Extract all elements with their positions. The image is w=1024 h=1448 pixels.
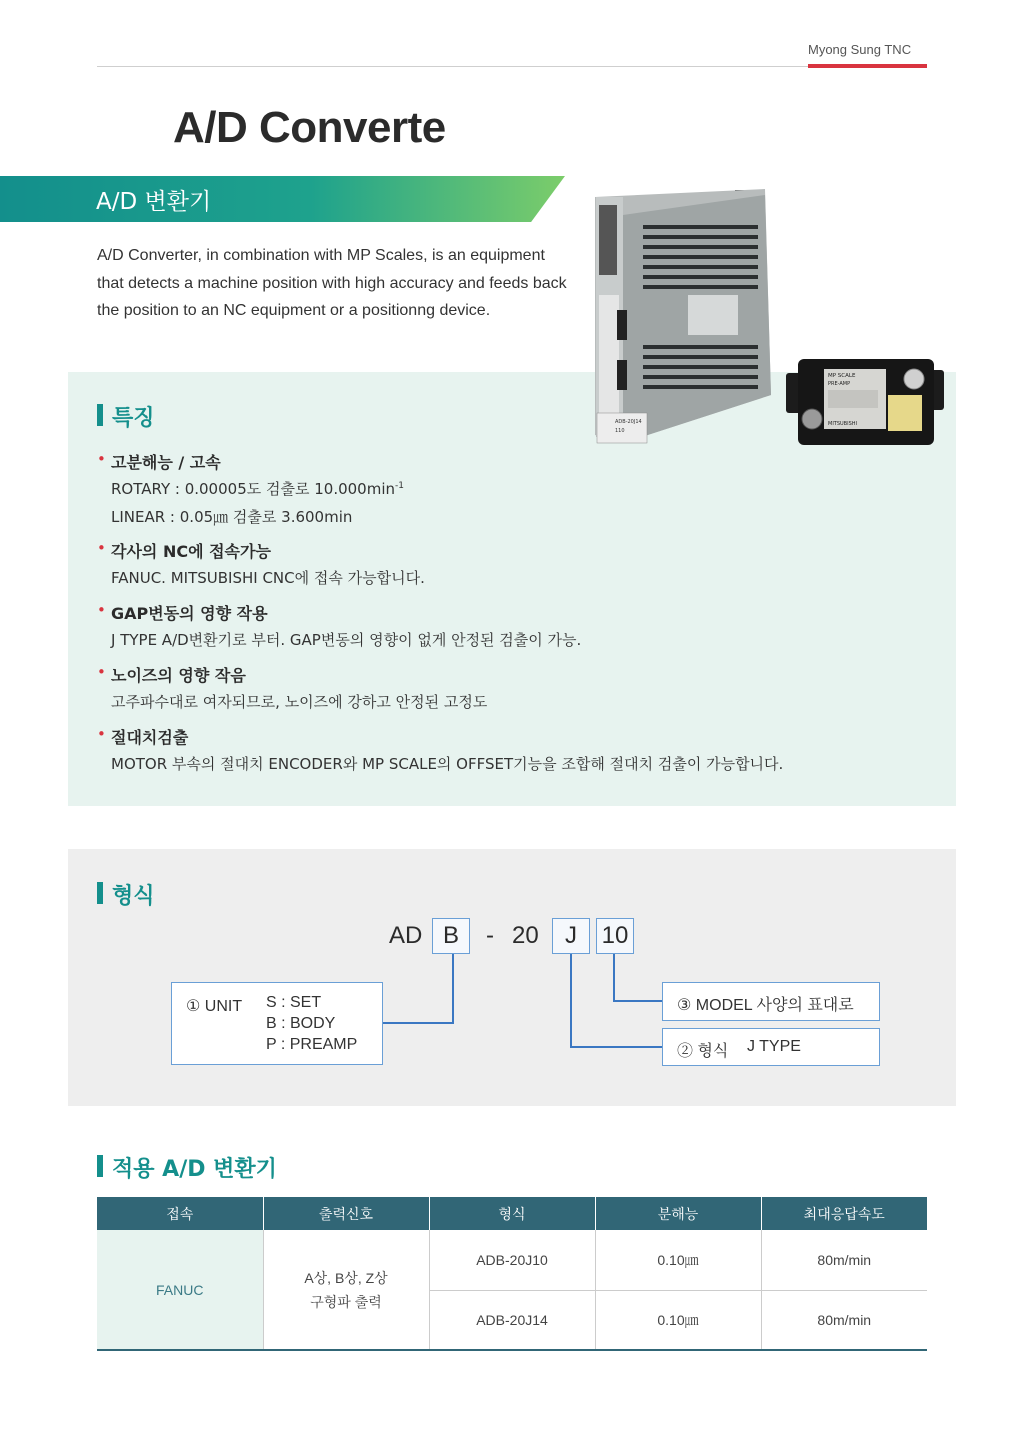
converter-table (97, 1197, 927, 1351)
unit-box (171, 982, 383, 1065)
feature-item (97, 725, 937, 775)
section-banner (0, 176, 565, 222)
preamp-brand-label: MP SCALE (828, 373, 856, 379)
model-connector (613, 1000, 663, 1002)
code-mid: 20 (512, 922, 539, 949)
bullet-icon: • (97, 663, 106, 681)
type-label: ② 형식 (677, 1043, 729, 1060)
unit-option: S : SET (266, 994, 322, 1011)
feature-title: 각사의 NC에 접속가능 (111, 542, 271, 561)
signal-cell (263, 1230, 429, 1350)
code-prefix: AD (389, 922, 423, 949)
model-cell: ADB-20J10 (429, 1230, 595, 1290)
col-header: 분해능 (595, 1197, 761, 1230)
col-header: 접속 (97, 1197, 263, 1230)
resolution-cell: 0.10㎛ (595, 1290, 761, 1350)
code-type-box: J (552, 918, 590, 954)
converter-rev-label: 110 (615, 428, 625, 434)
table-heading: 적용 A/D 변환기 (112, 1157, 277, 1182)
feature-line: LINEAR : 0.05㎛ 검출로 3.600min (111, 508, 353, 526)
unit-connector (382, 1022, 453, 1024)
page-title: A/D Converte (173, 103, 446, 152)
model-box (662, 982, 880, 1021)
type-section-bar (97, 882, 103, 904)
feature-line: FANUC. MITSUBISHI CNC에 접속 가능합니다. (111, 569, 425, 587)
bullet-icon: • (97, 601, 106, 619)
speed-cell: 80m/min (761, 1230, 927, 1290)
feature-title: GAP변동의 영향 작용 (111, 604, 268, 623)
intro-paragraph: A/D Converter, in combination with MP Scales, is an equipment that detects a machine position with high accuracy and feeds back the position to an NC equipment or a positionng device. (97, 247, 567, 319)
unit-option: B : BODY (266, 1015, 336, 1032)
converter-model-label: ADB-20J14 (615, 419, 642, 425)
feature-line: ROTARY : 0.00005도 검출로 $10.000\min^{-1}$ (111, 480, 404, 498)
col-header: 최대응답속도 (761, 1197, 927, 1230)
unit-option: P : PREAMP (266, 1036, 358, 1053)
feature-line: J TYPE A/D변환기로 부터. GAP변동의 영향이 없게 안정된 검출이 가능. (111, 631, 582, 649)
features-section-bar (97, 404, 103, 426)
table-header-row (97, 1197, 927, 1230)
resolution-cell: 0.10㎛ (595, 1230, 761, 1290)
code-unit-box: B (432, 918, 470, 954)
type-connector (570, 954, 572, 1047)
mp-scale-preamp-image (786, 355, 944, 447)
preamp-type-label: PRE-AMP (828, 381, 851, 387)
header-accent-bar (808, 64, 927, 68)
type-heading: 형식 (112, 884, 155, 909)
bullet-icon: • (97, 539, 106, 557)
feature-title: 고분해능 / 고속 (111, 453, 221, 472)
connection-cell: FANUC (97, 1230, 263, 1350)
feature-item (97, 601, 937, 651)
type-value: J TYPE (747, 1038, 801, 1055)
col-header: 형식 (429, 1197, 595, 1230)
table-section-bar (97, 1155, 103, 1177)
table-row (97, 1230, 927, 1290)
bullet-icon: • (97, 725, 106, 743)
type-panel (68, 849, 956, 1106)
signal-line: 구형파 출력 (310, 1293, 382, 1310)
model-cell: ADB-20J14 (429, 1290, 595, 1350)
preamp-maker-label: MITSUBISHI (828, 421, 857, 427)
banner-title: A/D 변환기 (96, 189, 212, 215)
unit-label: ① UNIT (186, 998, 243, 1015)
feature-item (97, 450, 937, 530)
feature-title: 절대치검출 (111, 728, 189, 747)
brand-name: Myong Sung TNC (808, 42, 912, 57)
code-model-box: 10 (596, 918, 634, 954)
bullet-icon: • (97, 450, 106, 468)
feature-item (97, 539, 937, 589)
unit-connector (452, 954, 454, 1024)
model-label: ③ MODEL 사양의 표대로 (677, 997, 854, 1014)
signal-line: A상, B상, Z상 (304, 1269, 388, 1286)
type-box (662, 1028, 880, 1066)
feature-line: 고주파수대로 여자되므로, 노이즈에 강하고 안정된 고정도 (111, 693, 488, 711)
col-header: 출력신호 (263, 1197, 429, 1230)
header-divider (97, 66, 927, 67)
model-connector (613, 954, 615, 1001)
code-dash: - (486, 922, 494, 949)
features-heading: 특징 (112, 406, 155, 431)
feature-title: 노이즈의 영향 작음 (111, 666, 246, 685)
feature-line: MOTOR 부속의 절대치 ENCODER와 MP SCALE의 OFFSET기능을 조합해 절대치 검출이 가능합니다. (111, 755, 784, 773)
speed-cell: 80m/min (761, 1290, 927, 1350)
ad-converter-image (593, 185, 773, 447)
type-connector (570, 1046, 663, 1048)
feature-item (97, 663, 937, 713)
